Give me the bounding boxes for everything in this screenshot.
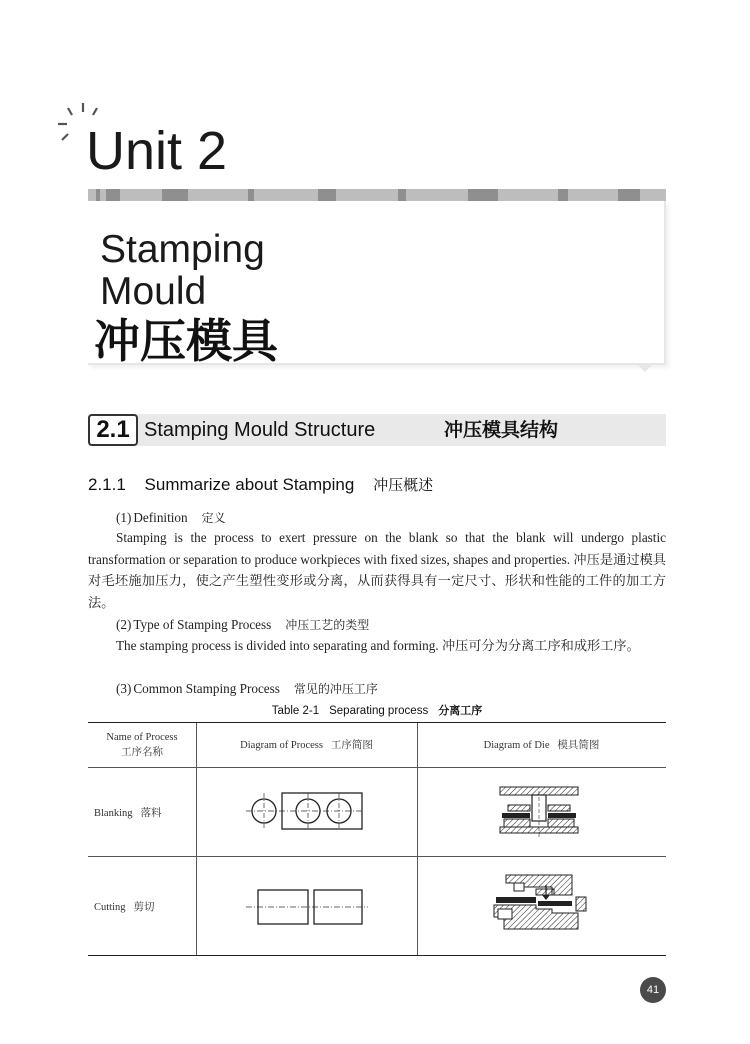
chapter-title-panel xyxy=(88,201,666,368)
chapter-title-cn: 冲压模具 xyxy=(94,314,278,368)
paragraph-definition: Stamping is the process to exert pressure on the blank so that the blank will undergo plastic transformation or separation to produce workpieces with fixed sizes, shapes and properties. 冲压是通过模具对毛坯施加压力，使之产生塑性变形或分离，从而获得具有一定尺寸、形状和性能的工件的加工方法。 xyxy=(88,530,666,610)
item-title-cn: 常见的冲压工序 xyxy=(293,682,378,696)
section-title-en: Stamping Mould Structure xyxy=(144,419,376,441)
header-diagram-of-die: Diagram of Die 模具简图 xyxy=(483,740,600,751)
table-caption-id: Table 2-1 xyxy=(271,705,320,717)
chapter-title-en-line1: Stamping xyxy=(100,228,265,271)
section-title-cn: 冲压模具结构 xyxy=(444,419,559,441)
table-caption-en: Separating process xyxy=(329,705,429,717)
item-title-cn: 定义 xyxy=(201,511,226,525)
subsection-title-en: Summarize about Stamping xyxy=(144,475,355,494)
table-divider xyxy=(196,723,197,955)
paragraph-types: The stamping process is divided into separating and forming. 冲压可分为分离工序和成形工序。 xyxy=(116,638,640,653)
table-caption-cn: 分离工序 xyxy=(438,704,483,717)
item-definition xyxy=(116,508,226,528)
item-marker: (2) xyxy=(116,617,132,632)
item-title-cn: 冲压工艺的类型 xyxy=(285,618,370,632)
separating-process-table xyxy=(88,722,666,956)
item-type xyxy=(116,615,369,635)
section-number: 2.1 xyxy=(88,414,138,446)
item-marker: (1) xyxy=(116,510,132,525)
header-diagram-of-process: Diagram of Process 工序简图 xyxy=(240,740,373,751)
item-common xyxy=(116,679,378,699)
item-title-en: Type of Stamping Process xyxy=(133,617,272,632)
row-label-blanking: Blanking 落料 xyxy=(94,808,162,819)
table-divider xyxy=(417,723,418,955)
title-notch-decoration xyxy=(636,363,654,372)
page-number: 41 xyxy=(640,977,666,1003)
unit-title: Unit 2 xyxy=(86,121,228,181)
subsection-heading xyxy=(88,474,447,496)
blanking-die-diagram xyxy=(498,783,582,839)
row-label-cutting: Cutting 剪切 xyxy=(94,902,155,913)
table-caption xyxy=(88,702,666,718)
section-header xyxy=(88,414,666,446)
subsection-number: 2.1.1 xyxy=(88,475,126,494)
cutting-die-diagram xyxy=(492,871,588,937)
item-title-en: Definition xyxy=(133,510,188,525)
chapter-title-box xyxy=(88,189,666,367)
subsection-title-cn: 冲压概述 xyxy=(373,476,434,494)
header-name-of-process: Name of Process 工序名称 xyxy=(106,732,178,758)
table-divider xyxy=(88,767,666,768)
table-divider xyxy=(88,856,666,857)
blanking-process-diagram xyxy=(246,785,366,837)
chapter-title-en-line2: Mould xyxy=(100,270,207,313)
item-title-en: Common Stamping Process xyxy=(133,681,280,696)
cutting-process-diagram xyxy=(246,885,370,929)
title-decoration-bar xyxy=(88,189,666,201)
item-marker: (3) xyxy=(116,681,132,696)
